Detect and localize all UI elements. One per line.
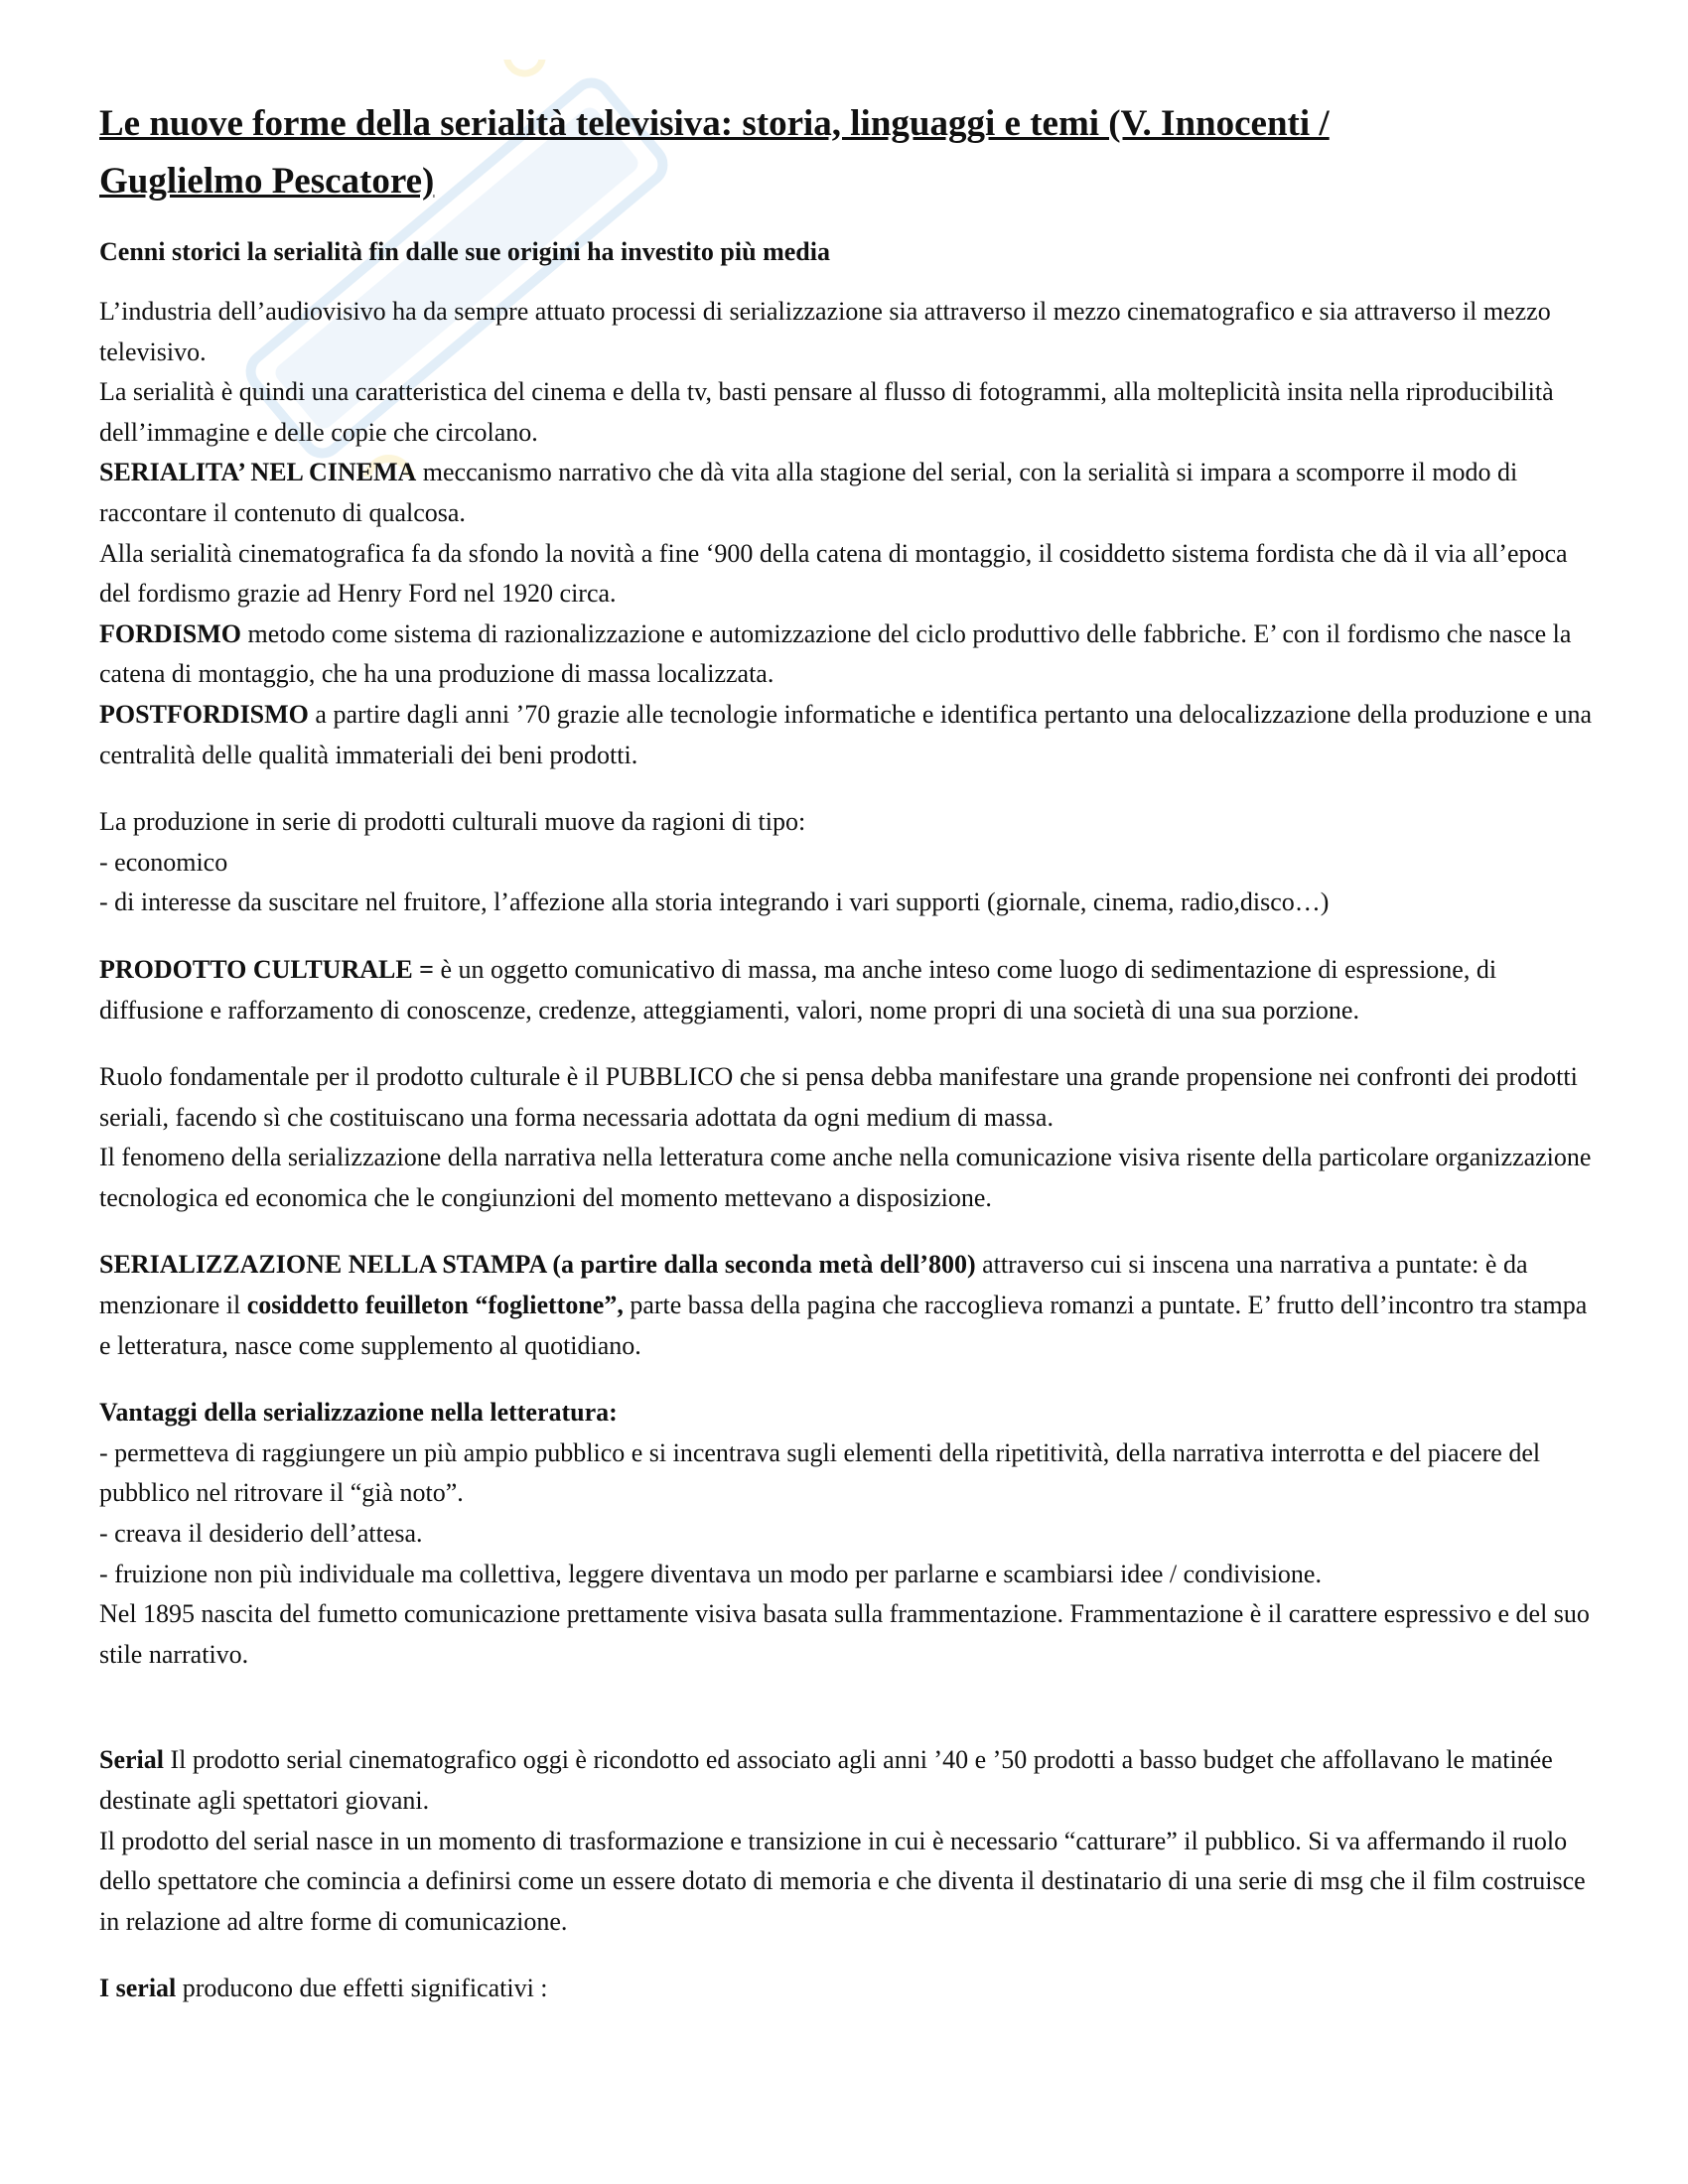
feuilleton-term: cosiddetto feuilleton “fogliettone”, (246, 1291, 624, 1320)
prodotto-label: PRODOTTO CULTURALE = (99, 954, 434, 984)
intro-text-2: La serialità è quindi una caratteristica del cinema e della tv, basti pensare al flusso di fotogrammi, alla molteplicità insita nella riproducibilità dell’immagine e delle copie che circolano. (99, 377, 1554, 447)
postfordismo-definition (99, 695, 1599, 775)
section-subtitle: Cenni storici la serialità fin dalle sue origini ha investito più media (99, 237, 830, 266)
vantaggi-paragraph (99, 1393, 1599, 1675)
postfordismo-label: POSTFORDISMO (99, 699, 309, 729)
vantaggi-item-3: - fruizione non più individuale ma collettiva, leggere diventava un modo per parlarne e scambiarsi idee / condivisione. (99, 1559, 1322, 1588)
document-page (99, 95, 1599, 2036)
document-title (99, 95, 1599, 210)
vantaggi-item-2: - creava il desiderio dell’attesa. (99, 1519, 423, 1549)
production-intro: La produzione in serie di prodotti culturali muove da ragioni di tipo: (99, 807, 806, 837)
vantaggi-item-1: - permetteva di raggiungere un più ampio pubblico e si incentrava sugli elementi della ripetitività, della narrativa interrotta e del piacere del pubblico nel ritrovare il “già noto”. (99, 1437, 1541, 1508)
fordismo-definition (99, 614, 1599, 695)
vantaggi-heading: Vantaggi della serializzazione nella letteratura: (99, 1398, 618, 1428)
fumetto-text: Nel 1895 nascita del fumetto comunicazione prettamente visiva basata sulla frammentazione. Frammentazione è il carattere espressivo e del suo stile narrativo. (99, 1599, 1590, 1669)
stampa-text-1: attraverso cui si inscena una narrativa a puntate: è da menzionare il (99, 1250, 1528, 1320)
effetti-text: producono due effetti significativi : (176, 1974, 548, 2003)
prodotto-text: è un oggetto comunicativo di massa, ma anche inteso come luogo di sedimentazione di espressione, di diffusione e rafforzamento di conoscenze, credenze, atteggiamenti, valori, nome propri di una società di una sua porzione. (99, 954, 1497, 1024)
prodotto-culturale-paragraph (99, 950, 1599, 1030)
effetti-label: I serial (99, 1974, 177, 2003)
pubblico-text-1: Ruolo fondamentale per il prodotto culturale è il PUBBLICO che si pensa debba manifestare una grande propensione nei confronti dei prodotti seriali, facendo sì che costituiscano una forma necessaria adottata da ogni medium di massa. (99, 1062, 1578, 1132)
cinema-label: SERIALITA’ NEL CINEMA (99, 458, 417, 487)
intro-text-3: Alla serialità cinematografica fa da sfondo la novità a fine ‘900 della catena di montaggio, il cosiddetto sistema fordista che dà il via all’epoca del fordismo grazie ad Henry Ford nel 1920 circa. (99, 538, 1568, 609)
title-line-2: Guglielmo Pescatore) (99, 161, 435, 202)
stampa-text-2: parte bassa della pagina che raccoglieva romanzi a puntate. E’ frutto dell’incontro tra stampa e letteratura, nasce come supplemento al quotidiano. (99, 1291, 1588, 1360)
cinema-text: meccanismo narrativo che dà vita alla stagione del serial, con la serialità si impara a scomporre il modo di raccontare il contenuto di qualcosa. (99, 458, 1518, 527)
cinema-definition (99, 453, 1599, 533)
title-line-1: Le nuove forme della serialità televisiva: storia, linguaggi e temi (V. Innocenti / (99, 103, 1330, 144)
fordismo-label: FORDISMO (99, 618, 241, 648)
postfordismo-text: a partire dagli anni ’70 grazie alle tecnologie informatiche e identifica pertanto una delocalizzazione della produzione e una centralità delle qualità immateriali dei beni prodotti. (99, 699, 1593, 769)
production-paragraph (99, 802, 1599, 923)
serial-text: Il prodotto serial cinematografico oggi è ricondotto ed associato agli anni ’40 e ’50 prodotti a basso budget che affollavano le matinée destinate agli spettatori giovani. (99, 1745, 1553, 1815)
serial-definition (99, 1740, 1599, 1821)
stampa-paragraph (99, 1245, 1599, 1366)
pubblico-paragraph (99, 1057, 1599, 1218)
serial-label: Serial (99, 1745, 164, 1775)
production-item-2: - di interesse da suscitare nel fruitore, l’affezione alla storia integrando i vari supporti (giornale, cinema, radio,disco…) (99, 887, 1330, 917)
stampa-label: SERIALIZZAZIONE NELLA STAMPA (a partire dalla seconda metà dell’800) (99, 1250, 976, 1280)
serial-text-2: Il prodotto del serial nasce in un momento di trasformazione e transizione in cui è necessario “catturare” il pubblico. Si va affermando il ruolo dello spettatore che comincia a definirsi come un essere dotato di memoria e che diventa il destinatario di una serie di msg che il film costruisce in relazione ad altre forme di comunicazione. (99, 1826, 1586, 1936)
blank-spacer (99, 1675, 1599, 1740)
serial-paragraph (99, 1740, 1599, 1942)
intro-paragraph (99, 292, 1599, 775)
production-item-1: - economico (99, 847, 228, 877)
effetti-paragraph (99, 1969, 1599, 2009)
pubblico-text-2: Il fenomeno della serializzazione della narrativa nella letteratura come anche nella comunicazione visiva risente della particolare organizzazione tecnologica ed economica che le congiunzioni del momento mettevano a disposizione. (99, 1143, 1592, 1212)
intro-text-1: L’industria dell’audiovisivo ha da sempre attuato processi di serializzazione sia attraverso il mezzo cinematografico e sia attraverso il mezzo televisivo. (99, 297, 1551, 366)
fordismo-text: metodo come sistema di razionalizzazione e automizzazione del ciclo produttivo delle fabbriche. E’ con il fordismo che nasce la catena di montaggio, che ha una produzione di massa localizzata. (99, 618, 1572, 689)
